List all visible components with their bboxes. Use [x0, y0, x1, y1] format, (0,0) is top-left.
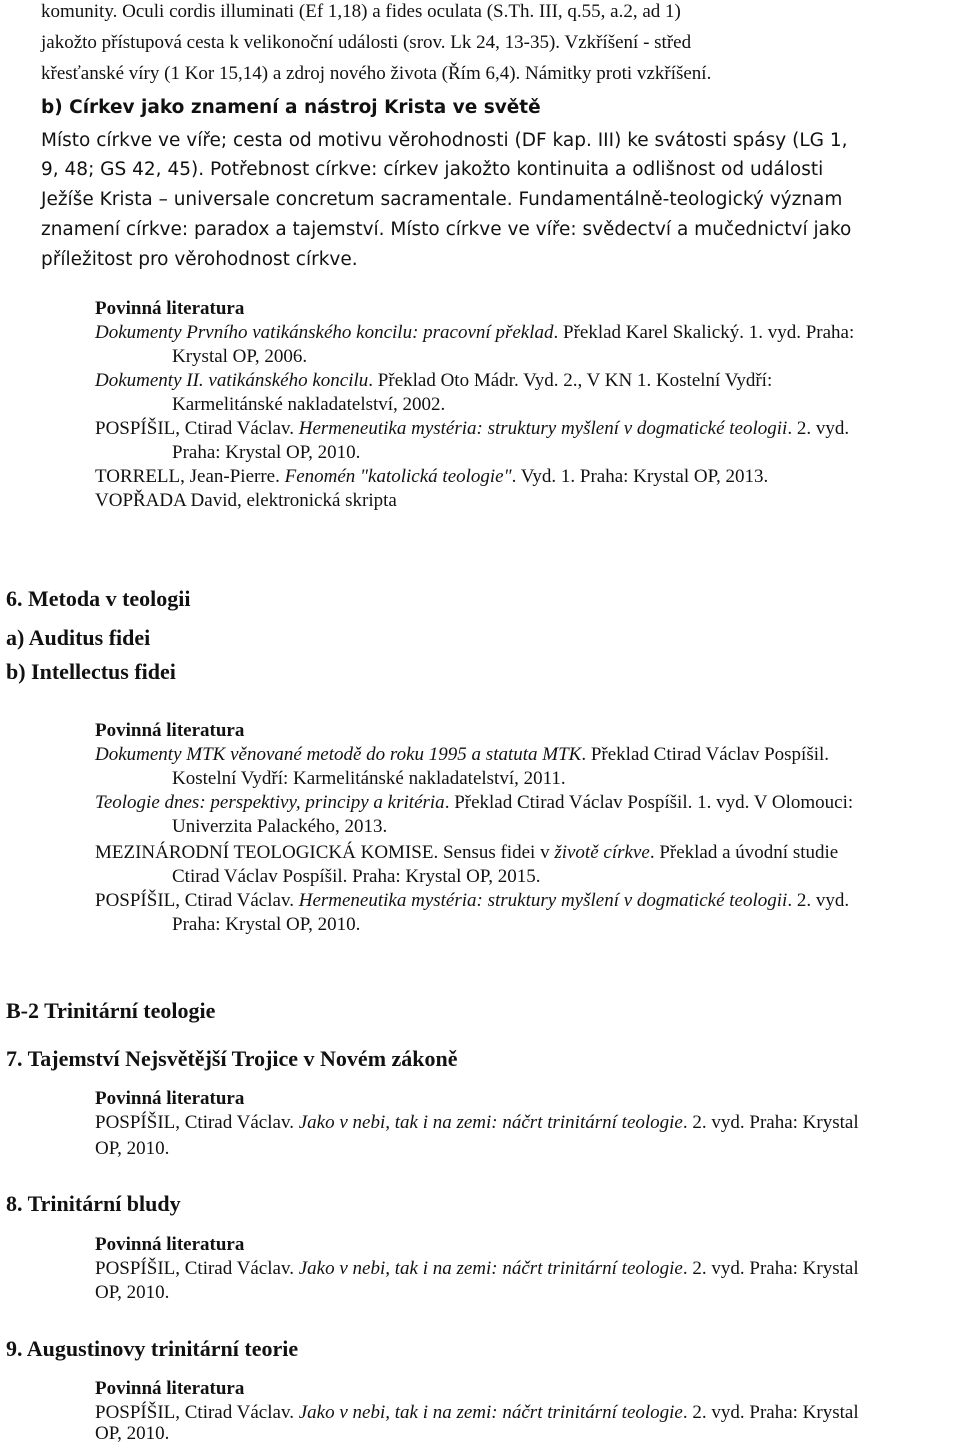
entry-details: . Překlad Oto Mádr. Vyd. 2., V KN 1. Kostelní Vydří: — [368, 370, 773, 391]
entry-details: . Vyd. 1. Praha: Krystal OP, 2013. — [511, 466, 769, 487]
section-heading: 8. Trinitární bludy — [6, 1191, 181, 1216]
bibliography-entry — [95, 791, 853, 815]
entry-details: . 2. vyd. Praha: Krystal — [682, 1258, 859, 1279]
entry-title: Jako v nebi, tak i na zemi: náčrt trinitární teologie — [298, 1112, 683, 1133]
entry-author: MEZINÁRODNÍ TEOLOGICKÁ KOMISE. — [95, 842, 443, 863]
literature-label: Povinná literatura — [95, 1088, 245, 1109]
entry-details: . 2. vyd. — [787, 418, 850, 439]
entry-author: POSPÍŠIL, Ctirad Václav. — [95, 1112, 299, 1133]
entry-continuation: Kostelní Vydří: Karmelitánské nakladatelství, 2011. — [172, 768, 566, 789]
subsection-heading: a) Auditus fidei — [6, 625, 151, 650]
bibliography-entry — [95, 1111, 859, 1135]
entry-title: Hermeneutika mystéria: struktury myšlení v dogmatické teologii — [298, 890, 788, 911]
entry-title: Dokumenty II. vatikánského koncilu — [95, 370, 369, 391]
bibliography-entry — [95, 417, 849, 441]
entry-continuation: OP, 2010. — [95, 1423, 170, 1444]
entry-author: TORRELL, Jean-Pierre. — [95, 466, 285, 487]
bibliography-entry — [95, 841, 838, 865]
entry-author: POSPÍŠIL, Ctirad Václav. — [95, 418, 299, 439]
paragraph-line: 9, 48; GS 42, 45). Potřebnost církve: církev jakožto kontinuita a odlišnost od události — [41, 159, 824, 180]
paragraph-line: jakožto přístupová cesta k velikonoční události (srov. Lk 24, 13-35). Vzkříšení - střed — [41, 32, 692, 53]
bibliography-entry — [95, 1401, 859, 1425]
literature-label: Povinná literatura — [95, 1378, 245, 1399]
entry-continuation: Praha: Krystal OP, 2010. — [172, 442, 361, 463]
section-heading: 7. Tajemství Nejsvětější Trojice v Novém zákoně — [6, 1046, 458, 1071]
entry-title: Jako v nebi, tak i na zemi: náčrt trinitární teologie — [298, 1402, 683, 1423]
entry-continuation: OP, 2010. — [95, 1282, 170, 1303]
paragraph-line: Místo církve ve víře; cesta od motivu věrohodnosti (DF kap. III) ke svátosti spásy (LG 1, — [41, 130, 848, 151]
entry-details: . Překlad a úvodní studie — [649, 842, 839, 863]
subheading-b: b) Církev jako znamení a nástroj Krista ve světě — [41, 97, 541, 118]
subsection-heading: b) Intellectus fidei — [6, 659, 176, 684]
bibliography-entry — [95, 369, 772, 393]
bibliography-entry — [95, 1257, 859, 1281]
literature-label: Povinná literatura — [95, 298, 245, 319]
entry-continuation: OP, 2010. — [95, 1138, 170, 1159]
entry-author: POSPÍŠIL, Ctirad Václav. — [95, 890, 299, 911]
entry-title: Sensus fidei v — [442, 842, 555, 863]
entry-details: . 2. vyd. Praha: Krystal — [682, 1402, 859, 1423]
entry-author: POSPÍŠIL, Ctirad Václav. — [95, 1402, 299, 1423]
entry-title: Fenomén "katolická teologie" — [284, 466, 512, 487]
entry-continuation: Ctirad Václav Pospíšil. Praha: Krystal OP, 2015. — [172, 866, 541, 887]
part-heading: B-2 Trinitární teologie — [6, 998, 216, 1023]
section-heading: 6. Metoda v teologii — [6, 586, 191, 611]
paragraph-line: komunity. Oculi cordis illuminati (Ef 1,18) a fides oculata (S.Th. III, q.55, a.2, ad 1) — [41, 1, 681, 22]
entry-details: . 2. vyd. Praha: Krystal — [682, 1112, 859, 1133]
entry-title: Hermeneutika mystéria: struktury myšlení v dogmatické teologii — [298, 418, 788, 439]
entry-details: . Překlad Ctirad Václav Pospíšil. — [581, 744, 830, 765]
entry-continuation: Krystal OP, 2006. — [172, 346, 308, 367]
section-heading: 9. Augustinovy trinitární teorie — [6, 1336, 299, 1361]
paragraph-line: křesťanské víry (1 Kor 15,14) a zdroj nového života (Řím 6,4). Námitky proti vzkříšení. — [41, 63, 712, 84]
entry-details: . 2. vyd. — [787, 890, 850, 911]
bibliography-entry — [95, 465, 768, 489]
entry-continuation: Karmelitánské nakladatelství, 2002. — [172, 394, 446, 415]
entry-title: Dokumenty MTK věnované metodě do roku 1995 a statuta MTK — [95, 744, 582, 765]
bibliography-entry — [95, 321, 854, 345]
literature-label: Povinná literatura — [95, 1234, 245, 1255]
entry-continuation: Praha: Krystal OP, 2010. — [172, 914, 361, 935]
entry-author: POSPÍŠIL, Ctirad Václav. — [95, 1258, 299, 1279]
paragraph-line: znamení církve: paradox a tajemství. Místo církve ve víře: svědectví a mučednictví jako — [41, 219, 852, 240]
entry-title: Jako v nebi, tak i na zemi: náčrt trinitární teologie — [298, 1258, 683, 1279]
bibliography-entry — [95, 889, 849, 913]
entry-title: Dokumenty Prvního vatikánského koncilu: pracovní překlad — [95, 322, 554, 343]
bibliography-entry: VOPŘADA David, elektronická skripta — [95, 490, 397, 511]
bibliography-entry — [95, 743, 829, 767]
paragraph-line: Ježíše Krista – universale concretum sacramentale. Fundamentálně-teologický význam — [41, 189, 843, 210]
entry-continuation: Univerzita Palackého, 2013. — [172, 816, 388, 837]
paragraph-line: příležitost pro věrohodnost církve. — [41, 249, 358, 270]
entry-title: Teologie dnes: perspektivy, principy a kritéria — [95, 792, 445, 813]
literature-label: Povinná literatura — [95, 720, 245, 741]
entry-title-italic: životě církve — [554, 842, 650, 863]
entry-details: . Překlad Karel Skalický. 1. vyd. Praha: — [553, 322, 855, 343]
entry-details: . Překlad Ctirad Václav Pospíšil. 1. vyd. V Olomouci: — [444, 792, 854, 813]
